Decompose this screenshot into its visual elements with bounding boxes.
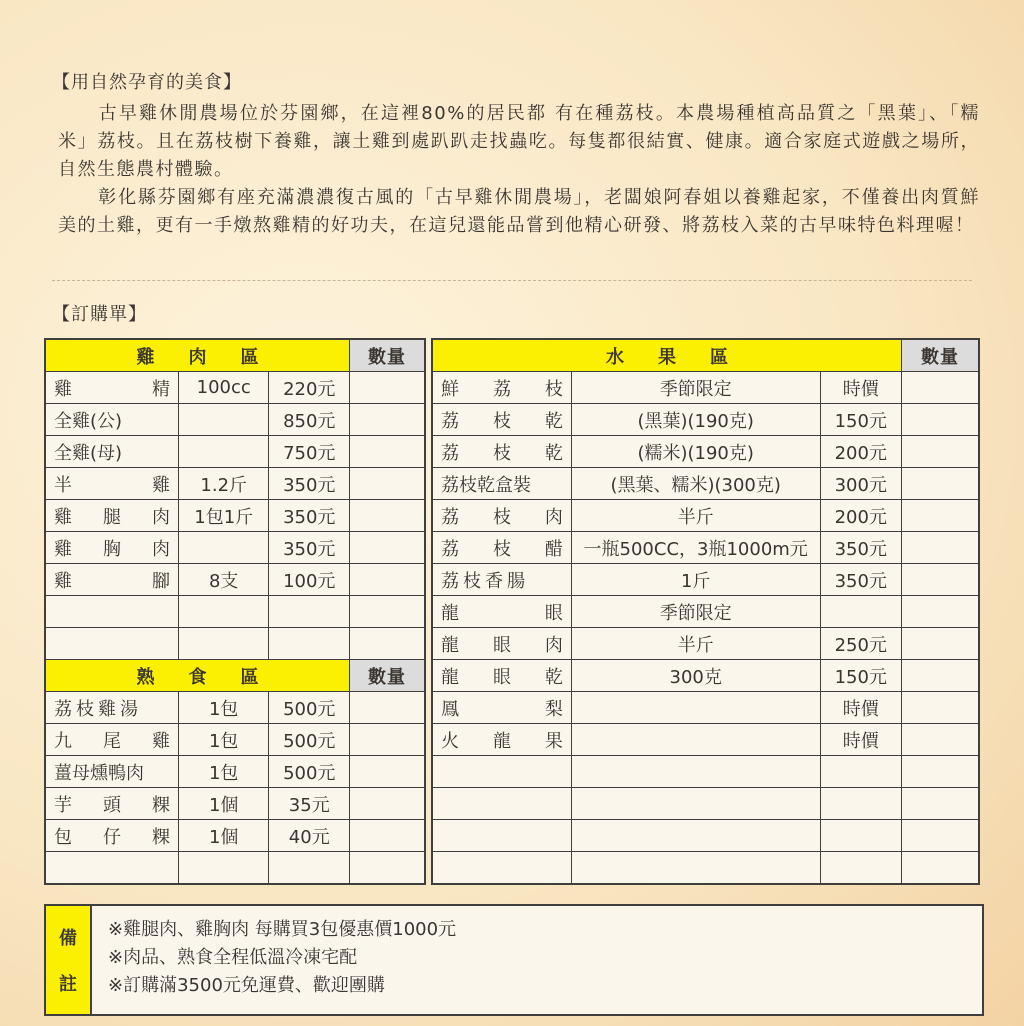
- item-name-char: 粿: [151, 794, 170, 816]
- item-price: [820, 596, 902, 628]
- item-name-char: 醋: [544, 538, 563, 560]
- item-spec: 8支: [178, 564, 269, 596]
- section-title-text: 熟食區: [136, 666, 293, 688]
- qty-input-cell[interactable]: [350, 628, 425, 660]
- item-price: [820, 852, 902, 885]
- item-name-char: 肉: [544, 634, 563, 656]
- item-name-char: 雞: [54, 570, 72, 592]
- qty-input-cell[interactable]: [350, 820, 425, 852]
- qty-input-cell[interactable]: [350, 532, 425, 564]
- item-name-char: 火: [441, 730, 459, 752]
- item-price: [269, 852, 350, 885]
- qty-input-cell[interactable]: [350, 756, 425, 788]
- intro-paragraph-1: 古早雞休閒農場位於芬園鄉，在這裡80%的居民都 有在種荔枝。本農場種植高品質之「黑葉」、「糯米」荔枝。且在荔枝樹下養雞，讓土雞到處趴趴走找蟲吃。每隻都很結實、健康。適合家庭式遊戲之場所，自然生態農村體驗。: [58, 103, 980, 180]
- item-spec: 1斤: [571, 564, 820, 596]
- item-spec: 半斤: [571, 628, 820, 660]
- qty-input-cell[interactable]: [350, 468, 425, 500]
- item-spec: 半斤: [571, 500, 820, 532]
- item-name: [432, 500, 571, 532]
- item-name-text: [46, 471, 178, 497]
- item-name-char: 龍: [441, 602, 459, 624]
- item-name-char: 龍: [492, 730, 511, 752]
- item-price: 200元: [820, 500, 902, 532]
- table-row: [432, 660, 979, 692]
- table-row: [432, 852, 979, 885]
- item-name: [45, 788, 178, 820]
- item-name: [45, 532, 178, 564]
- item-name: [45, 852, 178, 885]
- item-name-char: 仔: [102, 826, 121, 848]
- item-price: [820, 820, 902, 852]
- section-title: [45, 660, 350, 692]
- item-spec: [178, 628, 269, 660]
- item-name-text: [46, 791, 178, 817]
- item-name-char: 芋: [54, 794, 72, 816]
- item-name-char: 龍: [441, 666, 459, 688]
- item-price: 40元: [269, 820, 350, 852]
- item-spec: 1包1斤: [178, 500, 269, 532]
- item-name-text: [433, 535, 571, 561]
- qty-header: 數量: [350, 339, 425, 372]
- item-price: [269, 628, 350, 660]
- item-price: 350元: [269, 532, 350, 564]
- item-name: [45, 692, 178, 724]
- item-name-char: 果: [544, 730, 563, 752]
- item-price: 500元: [269, 756, 350, 788]
- item-name: [45, 724, 178, 756]
- intro-heading: 【用自然孕育的美食】: [52, 72, 242, 93]
- item-price: 150元: [820, 404, 902, 436]
- item-price: 350元: [820, 532, 902, 564]
- table-row: [45, 500, 425, 532]
- item-spec: [571, 788, 820, 820]
- item-price: 500元: [269, 692, 350, 724]
- item-price: 350元: [820, 564, 902, 596]
- item-name: [45, 596, 178, 628]
- item-price: [269, 596, 350, 628]
- qty-input-cell[interactable]: [902, 596, 979, 628]
- item-name-char: 雞: [54, 378, 72, 400]
- item-name-char: 雞: [54, 506, 72, 528]
- item-price: [820, 756, 902, 788]
- table-row: [432, 820, 979, 852]
- qty-input-cell[interactable]: [902, 500, 979, 532]
- divider: [52, 280, 972, 281]
- qty-input-cell[interactable]: [902, 660, 979, 692]
- item-name-char: 枝: [544, 378, 563, 400]
- item-name: [432, 372, 571, 404]
- meat-cooked-table: [44, 338, 426, 885]
- qty-input-cell[interactable]: [902, 788, 979, 820]
- item-name-text: 全雞(公): [54, 410, 123, 432]
- item-price: 100元: [269, 564, 350, 596]
- item-spec: [571, 756, 820, 788]
- item-spec: [178, 404, 269, 436]
- item-spec: 1個: [178, 788, 269, 820]
- table-row: [432, 372, 979, 404]
- item-name-text: [433, 439, 571, 465]
- table-row: [45, 468, 425, 500]
- table-row: [432, 756, 979, 788]
- item-spec: 1.2斤: [178, 468, 269, 500]
- notes-lines: [92, 906, 456, 1014]
- item-price: 300元: [820, 468, 902, 500]
- table-row: [45, 564, 425, 596]
- table-row: [45, 628, 425, 660]
- table-row: [432, 788, 979, 820]
- item-name-char: 眼: [544, 602, 563, 624]
- item-name-text: [433, 375, 571, 401]
- item-name-text: [46, 567, 178, 593]
- item-name: [432, 852, 571, 885]
- item-name-char: 龍: [441, 634, 459, 656]
- item-spec: (糯米)(190克): [571, 436, 820, 468]
- qty-input-cell[interactable]: [902, 628, 979, 660]
- qty-input-cell[interactable]: [350, 564, 425, 596]
- item-name: [432, 564, 571, 596]
- item-name-text: [433, 407, 571, 433]
- item-name-char: 粿: [151, 826, 170, 848]
- qty-input-cell[interactable]: [350, 596, 425, 628]
- table-row: [45, 788, 425, 820]
- qty-input-cell[interactable]: [902, 404, 979, 436]
- item-price: 150元: [820, 660, 902, 692]
- qty-input-cell[interactable]: [902, 532, 979, 564]
- section-title: [45, 339, 350, 372]
- item-name-char: 九: [54, 730, 72, 752]
- item-spec: (黑葉、糯米)(300克): [571, 468, 820, 500]
- item-name-char: 肉: [151, 506, 170, 528]
- item-name-text: [433, 599, 571, 625]
- item-name: [432, 660, 571, 692]
- qty-input-cell[interactable]: [350, 724, 425, 756]
- item-name-char: 枝: [492, 442, 511, 464]
- item-spec: [178, 852, 269, 885]
- item-name: [432, 532, 571, 564]
- item-name-char: 精: [151, 378, 170, 400]
- item-price: 850元: [269, 404, 350, 436]
- table-row: [45, 692, 425, 724]
- qty-input-cell[interactable]: [350, 788, 425, 820]
- qty-header: 數量: [350, 660, 425, 692]
- qty-input-cell[interactable]: [350, 372, 425, 404]
- item-spec: 季節限定: [571, 596, 820, 628]
- qty-input-cell[interactable]: [902, 852, 979, 885]
- item-name-char: 鳳: [441, 698, 459, 720]
- table-row: [45, 852, 425, 885]
- qty-input-cell[interactable]: [350, 692, 425, 724]
- table-row: [432, 724, 979, 756]
- item-name-char: 荔: [441, 506, 459, 528]
- qty-input-cell[interactable]: [350, 436, 425, 468]
- table-row: [45, 532, 425, 564]
- item-name: [45, 404, 178, 436]
- item-name: [45, 756, 178, 788]
- item-spec: [178, 532, 269, 564]
- notes-label-2: 註: [59, 974, 77, 995]
- table-row: [432, 436, 979, 468]
- table-row: [45, 404, 425, 436]
- item-name-text: 荔枝香腸: [441, 570, 529, 592]
- section-header-row: [45, 339, 425, 372]
- qty-input-cell[interactable]: [902, 436, 979, 468]
- table-row: [45, 820, 425, 852]
- item-spec: 1包: [178, 724, 269, 756]
- note-line: ※肉品、熟食全程低溫冷凍宅配: [108, 947, 358, 968]
- item-name-text: 荔枝乾盒裝: [441, 474, 531, 496]
- item-name-text: [46, 823, 178, 849]
- table-row: [432, 532, 979, 564]
- item-name-char: 肉: [544, 506, 563, 528]
- table-row: [432, 596, 979, 628]
- item-name-text: [433, 695, 571, 721]
- notes-box: [44, 904, 984, 1016]
- item-spec: 1包: [178, 692, 269, 724]
- item-name-text: 荔枝雞湯: [54, 698, 142, 720]
- item-price: 500元: [269, 724, 350, 756]
- item-name-char: 乾: [544, 666, 563, 688]
- item-price: 350元: [269, 500, 350, 532]
- item-name-text: [46, 503, 178, 529]
- table-row: [45, 724, 425, 756]
- section-title-text: 雞肉區: [136, 346, 293, 368]
- item-name: [432, 820, 571, 852]
- item-name-text: [46, 535, 178, 561]
- intro-paragraph-2: 彰化縣芬園鄉有座充滿濃濃復古風的「古早雞休閒農場」，老闆娘阿春姐以養雞起家，不僅養出肉質鮮美的土雞，更有一手燉熬雞精的好功夫，在這兒還能品嘗到他精心研發、將荔枝入菜的古早味特色料理喔！: [58, 187, 980, 236]
- section-header-row: [45, 660, 425, 692]
- item-name-char: 枝: [492, 506, 511, 528]
- item-name-char: 荔: [492, 378, 511, 400]
- table-row: [45, 596, 425, 628]
- qty-input-cell[interactable]: [350, 852, 425, 885]
- item-spec: 1個: [178, 820, 269, 852]
- qty-input-cell[interactable]: [902, 724, 979, 756]
- item-name: [432, 404, 571, 436]
- item-name: [45, 564, 178, 596]
- item-name-char: 荔: [441, 442, 459, 464]
- note-line: ※雞腿肉、雞胸肉 每購買3包優惠價1000元: [108, 919, 457, 940]
- item-name: [432, 468, 571, 500]
- item-name-text: [46, 727, 178, 753]
- table-row: [432, 404, 979, 436]
- item-name-char: 荔: [441, 538, 459, 560]
- item-spec: [571, 692, 820, 724]
- item-name-char: 尾: [102, 730, 121, 752]
- item-name-char: 腳: [151, 570, 170, 592]
- item-name: [45, 372, 178, 404]
- qty-input-cell[interactable]: [350, 404, 425, 436]
- item-price: 750元: [269, 436, 350, 468]
- item-name: [432, 788, 571, 820]
- item-name-char: 荔: [441, 410, 459, 432]
- qty-input-cell[interactable]: [350, 500, 425, 532]
- item-name-char: 胸: [102, 538, 121, 560]
- item-name-char: 肉: [151, 538, 170, 560]
- item-name-char: 雞: [151, 730, 170, 752]
- item-name: [432, 628, 571, 660]
- item-name-char: 包: [54, 826, 72, 848]
- item-price: 250元: [820, 628, 902, 660]
- item-name-char: 頭: [102, 794, 121, 816]
- item-name-char: 乾: [544, 410, 563, 432]
- item-name-text: [433, 503, 571, 529]
- qty-input-cell[interactable]: [902, 756, 979, 788]
- item-name-text: [46, 375, 178, 401]
- item-price: 時價: [820, 724, 902, 756]
- item-name-char: 眼: [492, 666, 511, 688]
- item-spec: 1包: [178, 756, 269, 788]
- item-price: 時價: [820, 692, 902, 724]
- item-spec: 100cc: [178, 372, 269, 404]
- item-name-text: [433, 727, 571, 753]
- item-name: [432, 692, 571, 724]
- fruit-table: [431, 338, 980, 885]
- item-name-char: 雞: [151, 474, 170, 496]
- item-name-char: 枝: [492, 538, 511, 560]
- item-spec: [571, 820, 820, 852]
- qty-header: 數量: [902, 339, 979, 372]
- item-spec: [178, 596, 269, 628]
- item-name: [432, 596, 571, 628]
- qty-input-cell[interactable]: [902, 372, 979, 404]
- item-price: 35元: [269, 788, 350, 820]
- item-price: 200元: [820, 436, 902, 468]
- qty-input-cell[interactable]: [902, 564, 979, 596]
- table-row: [45, 436, 425, 468]
- table-row: [45, 372, 425, 404]
- note-line: ※訂購滿3500元免運費、歡迎團購: [108, 975, 385, 996]
- item-name: [45, 500, 178, 532]
- table-row: [432, 564, 979, 596]
- item-name-text: [433, 663, 571, 689]
- item-spec: 季節限定: [571, 372, 820, 404]
- item-name-char: 鮮: [441, 378, 459, 400]
- item-name: [45, 628, 178, 660]
- table-row: [45, 756, 425, 788]
- section-title-text: 水果區: [606, 346, 763, 368]
- item-name-text: 薑母燻鴨肉: [54, 762, 144, 784]
- item-name-char: 腿: [102, 506, 121, 528]
- qty-input-cell[interactable]: [902, 468, 979, 500]
- qty-input-cell[interactable]: [902, 820, 979, 852]
- item-name-text: [433, 631, 571, 657]
- notes-label-1: 備: [59, 928, 77, 949]
- item-name-char: 半: [54, 474, 72, 496]
- item-spec: [571, 724, 820, 756]
- table-row: [432, 628, 979, 660]
- item-spec: (黑葉)(190克): [571, 404, 820, 436]
- item-price: 350元: [269, 468, 350, 500]
- item-spec: [571, 852, 820, 885]
- section-header-row: [432, 339, 979, 372]
- table-row: [432, 692, 979, 724]
- item-name: [432, 436, 571, 468]
- item-price: [820, 788, 902, 820]
- qty-input-cell[interactable]: [902, 692, 979, 724]
- item-name-char: 雞: [54, 538, 72, 560]
- item-name: [45, 468, 178, 500]
- item-name-char: 枝: [492, 410, 511, 432]
- item-name: [432, 756, 571, 788]
- item-price: 時價: [820, 372, 902, 404]
- item-name-char: 梨: [544, 698, 563, 720]
- item-spec: 300克: [571, 660, 820, 692]
- item-name: [45, 820, 178, 852]
- item-spec: 一瓶500CC，3瓶1000m元: [571, 532, 820, 564]
- table-row: [432, 500, 979, 532]
- item-name: [45, 436, 178, 468]
- item-price: 220元: [269, 372, 350, 404]
- order-heading: 【訂購單】: [52, 304, 147, 325]
- item-name: [432, 724, 571, 756]
- item-name-char: 乾: [544, 442, 563, 464]
- notes-label: [46, 906, 92, 1014]
- section-title: [432, 339, 902, 372]
- item-name-text: 全雞(母): [54, 442, 123, 464]
- item-name-char: 眼: [492, 634, 511, 656]
- table-row: [432, 468, 979, 500]
- item-spec: [178, 436, 269, 468]
